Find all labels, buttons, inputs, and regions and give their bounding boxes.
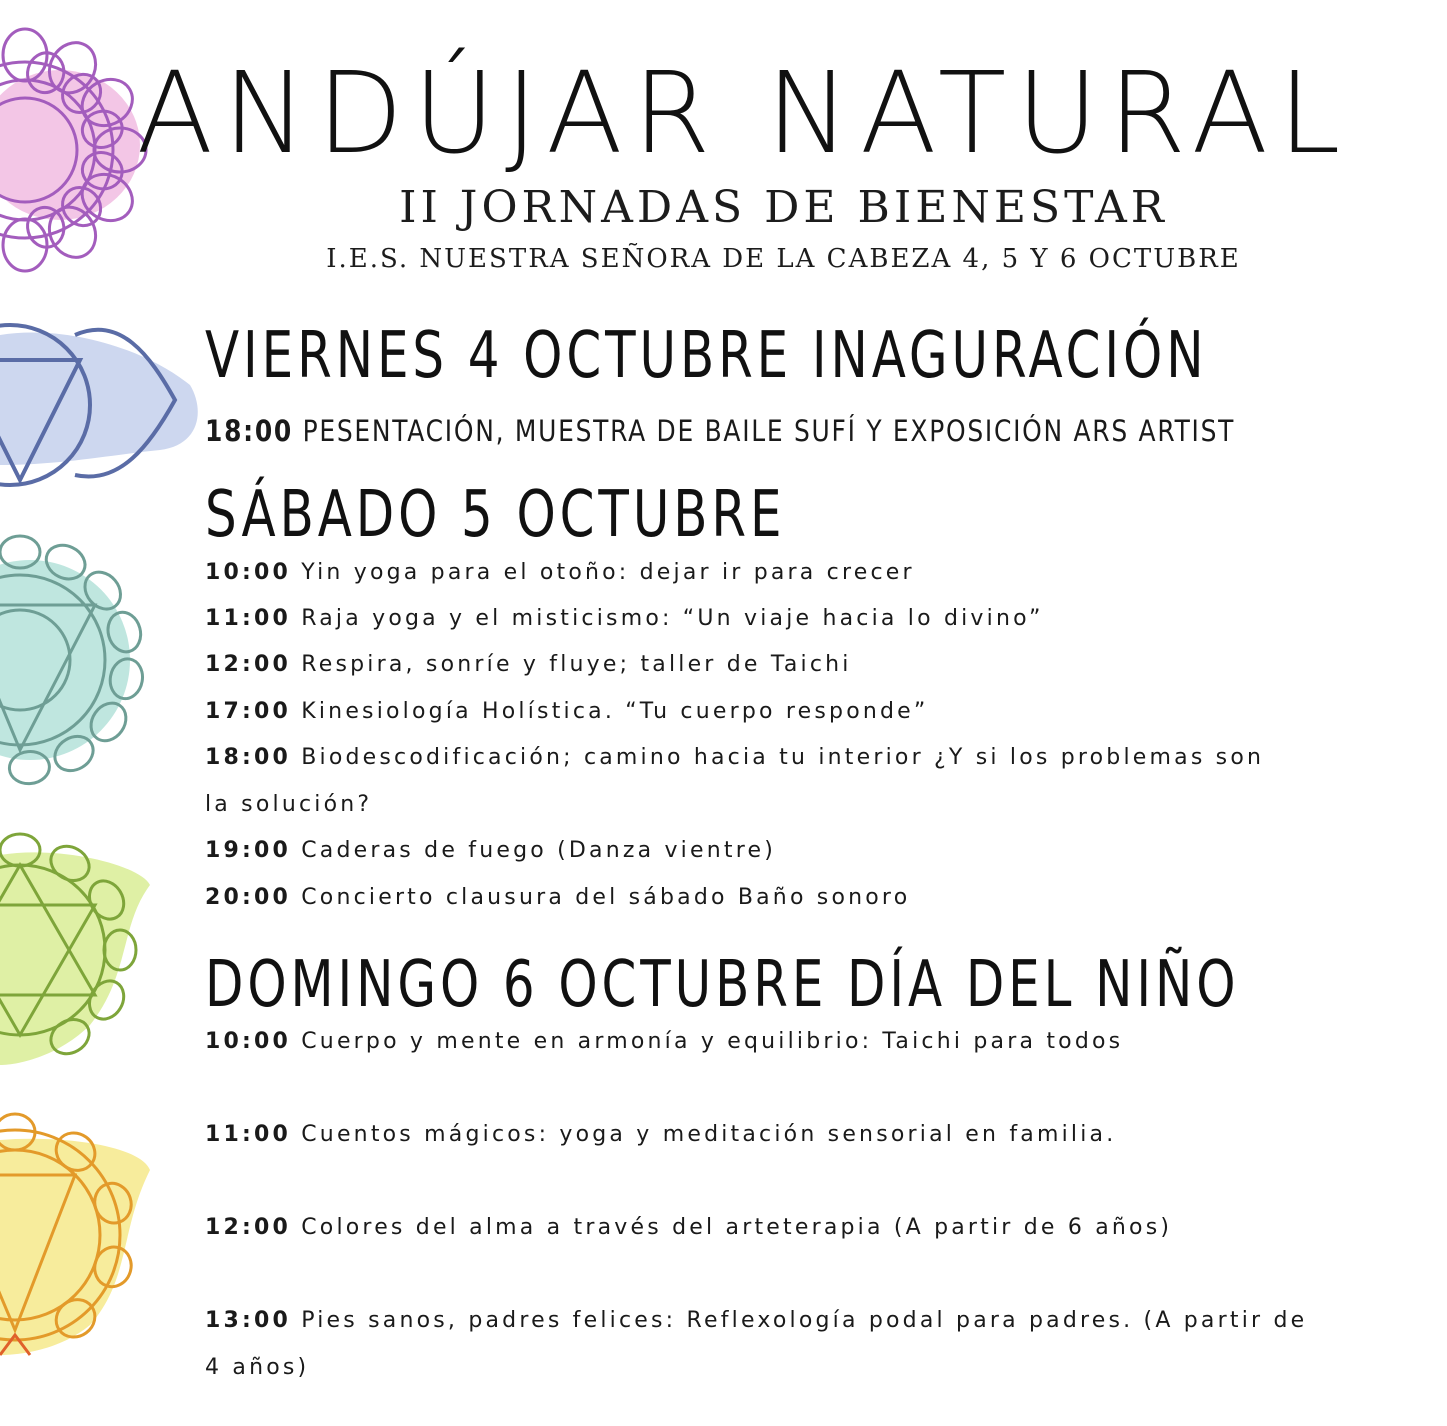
event-text: Yin yoga para el otoño: dejar ir para crecer bbox=[301, 560, 915, 585]
event-time: 12:00 bbox=[205, 1215, 292, 1240]
event-time: 18:00 bbox=[205, 414, 293, 448]
day-heading-sunday: DOMINGO 6 OCTUBRE DÍA DEL NIÑO bbox=[205, 948, 1240, 1022]
third-eye-chakra-icon bbox=[0, 315, 210, 495]
event-saturday-1800 bbox=[205, 747, 1264, 769]
day-heading-friday: VIERNES 4 OCTUBRE INAGURACIÓN bbox=[205, 319, 1208, 393]
event-time: 10:00 bbox=[205, 1029, 292, 1054]
event-saturday-1800-continuation: la solución? bbox=[205, 792, 373, 817]
event-text: Cuentos mágicos: yoga y meditación sensorial en familia. bbox=[301, 1122, 1117, 1147]
event-time: 13:00 bbox=[205, 1308, 292, 1333]
day-heading-saturday: SÁBADO 5 OCTUBRE bbox=[205, 478, 786, 552]
event-time: 19:00 bbox=[205, 838, 292, 863]
event-text: Colores del alma a través del arteterapia (A partir de 6 años) bbox=[301, 1215, 1173, 1240]
event-friday-1800 bbox=[205, 414, 1236, 448]
event-text: Respira, sonríe y fluye; taller de Taichi bbox=[301, 652, 852, 677]
event-saturday-1200 bbox=[205, 654, 852, 676]
event-sunday-1100 bbox=[205, 1124, 1116, 1146]
venue-text: I.E.S. NUESTRA SEÑORA DE LA CABEZA 4, 5 Y 6 OCTUBRE bbox=[326, 244, 1241, 274]
event-time: 17:00 bbox=[205, 699, 292, 724]
event-text: Pies sanos, padres felices: Reflexología podal para padres. (A partir de bbox=[301, 1308, 1308, 1333]
event-text: PESENTACIÓN, MUESTRA DE BAILE SUFÍ Y EXPOSICIÓN ARS ARTIST bbox=[302, 414, 1236, 448]
event-time: 20:00 bbox=[205, 885, 292, 910]
page-title: ANDÚJAR NATURAL bbox=[136, 49, 1351, 179]
event-time: 12:00 bbox=[205, 652, 292, 677]
solar-plexus-chakra-icon bbox=[0, 1110, 160, 1360]
event-text: Caderas de fuego (Danza vientre) bbox=[301, 838, 776, 863]
event-text: Raja yoga y el misticismo: “Un viaje hacia lo divino” bbox=[301, 606, 1044, 631]
event-time: 18:00 bbox=[205, 745, 292, 770]
event-sunday-1300-continuation: 4 años) bbox=[205, 1355, 310, 1380]
heart-chakra-icon bbox=[0, 825, 160, 1075]
event-time: 11:00 bbox=[205, 1122, 292, 1147]
event-sunday-1200 bbox=[205, 1217, 1172, 1239]
event-text: Concierto clausura del sábado Baño sonoro bbox=[301, 885, 911, 910]
event-sunday-1000 bbox=[205, 1031, 1123, 1053]
event-saturday-1700 bbox=[205, 701, 929, 723]
subtitle: II JORNADAS DE BIENESTAR bbox=[399, 182, 1168, 233]
event-saturday-1100 bbox=[205, 608, 1044, 630]
event-time: 10:00 bbox=[205, 560, 292, 585]
event-sunday-1300 bbox=[205, 1310, 1307, 1332]
event-time: 11:00 bbox=[205, 606, 292, 631]
event-text: Biodescodificación; camino hacia tu interior ¿Y si los problemas son bbox=[301, 745, 1265, 770]
event-saturday-1900 bbox=[205, 840, 776, 862]
throat-chakra-icon bbox=[0, 530, 160, 790]
event-saturday-1000 bbox=[205, 562, 915, 584]
event-text: Kinesiología Holística. “Tu cuerpo responde” bbox=[301, 699, 929, 724]
event-text: Cuerpo y mente en armonía y equilibrio: Taichi para todos bbox=[301, 1029, 1124, 1054]
event-saturday-2000 bbox=[205, 887, 910, 909]
